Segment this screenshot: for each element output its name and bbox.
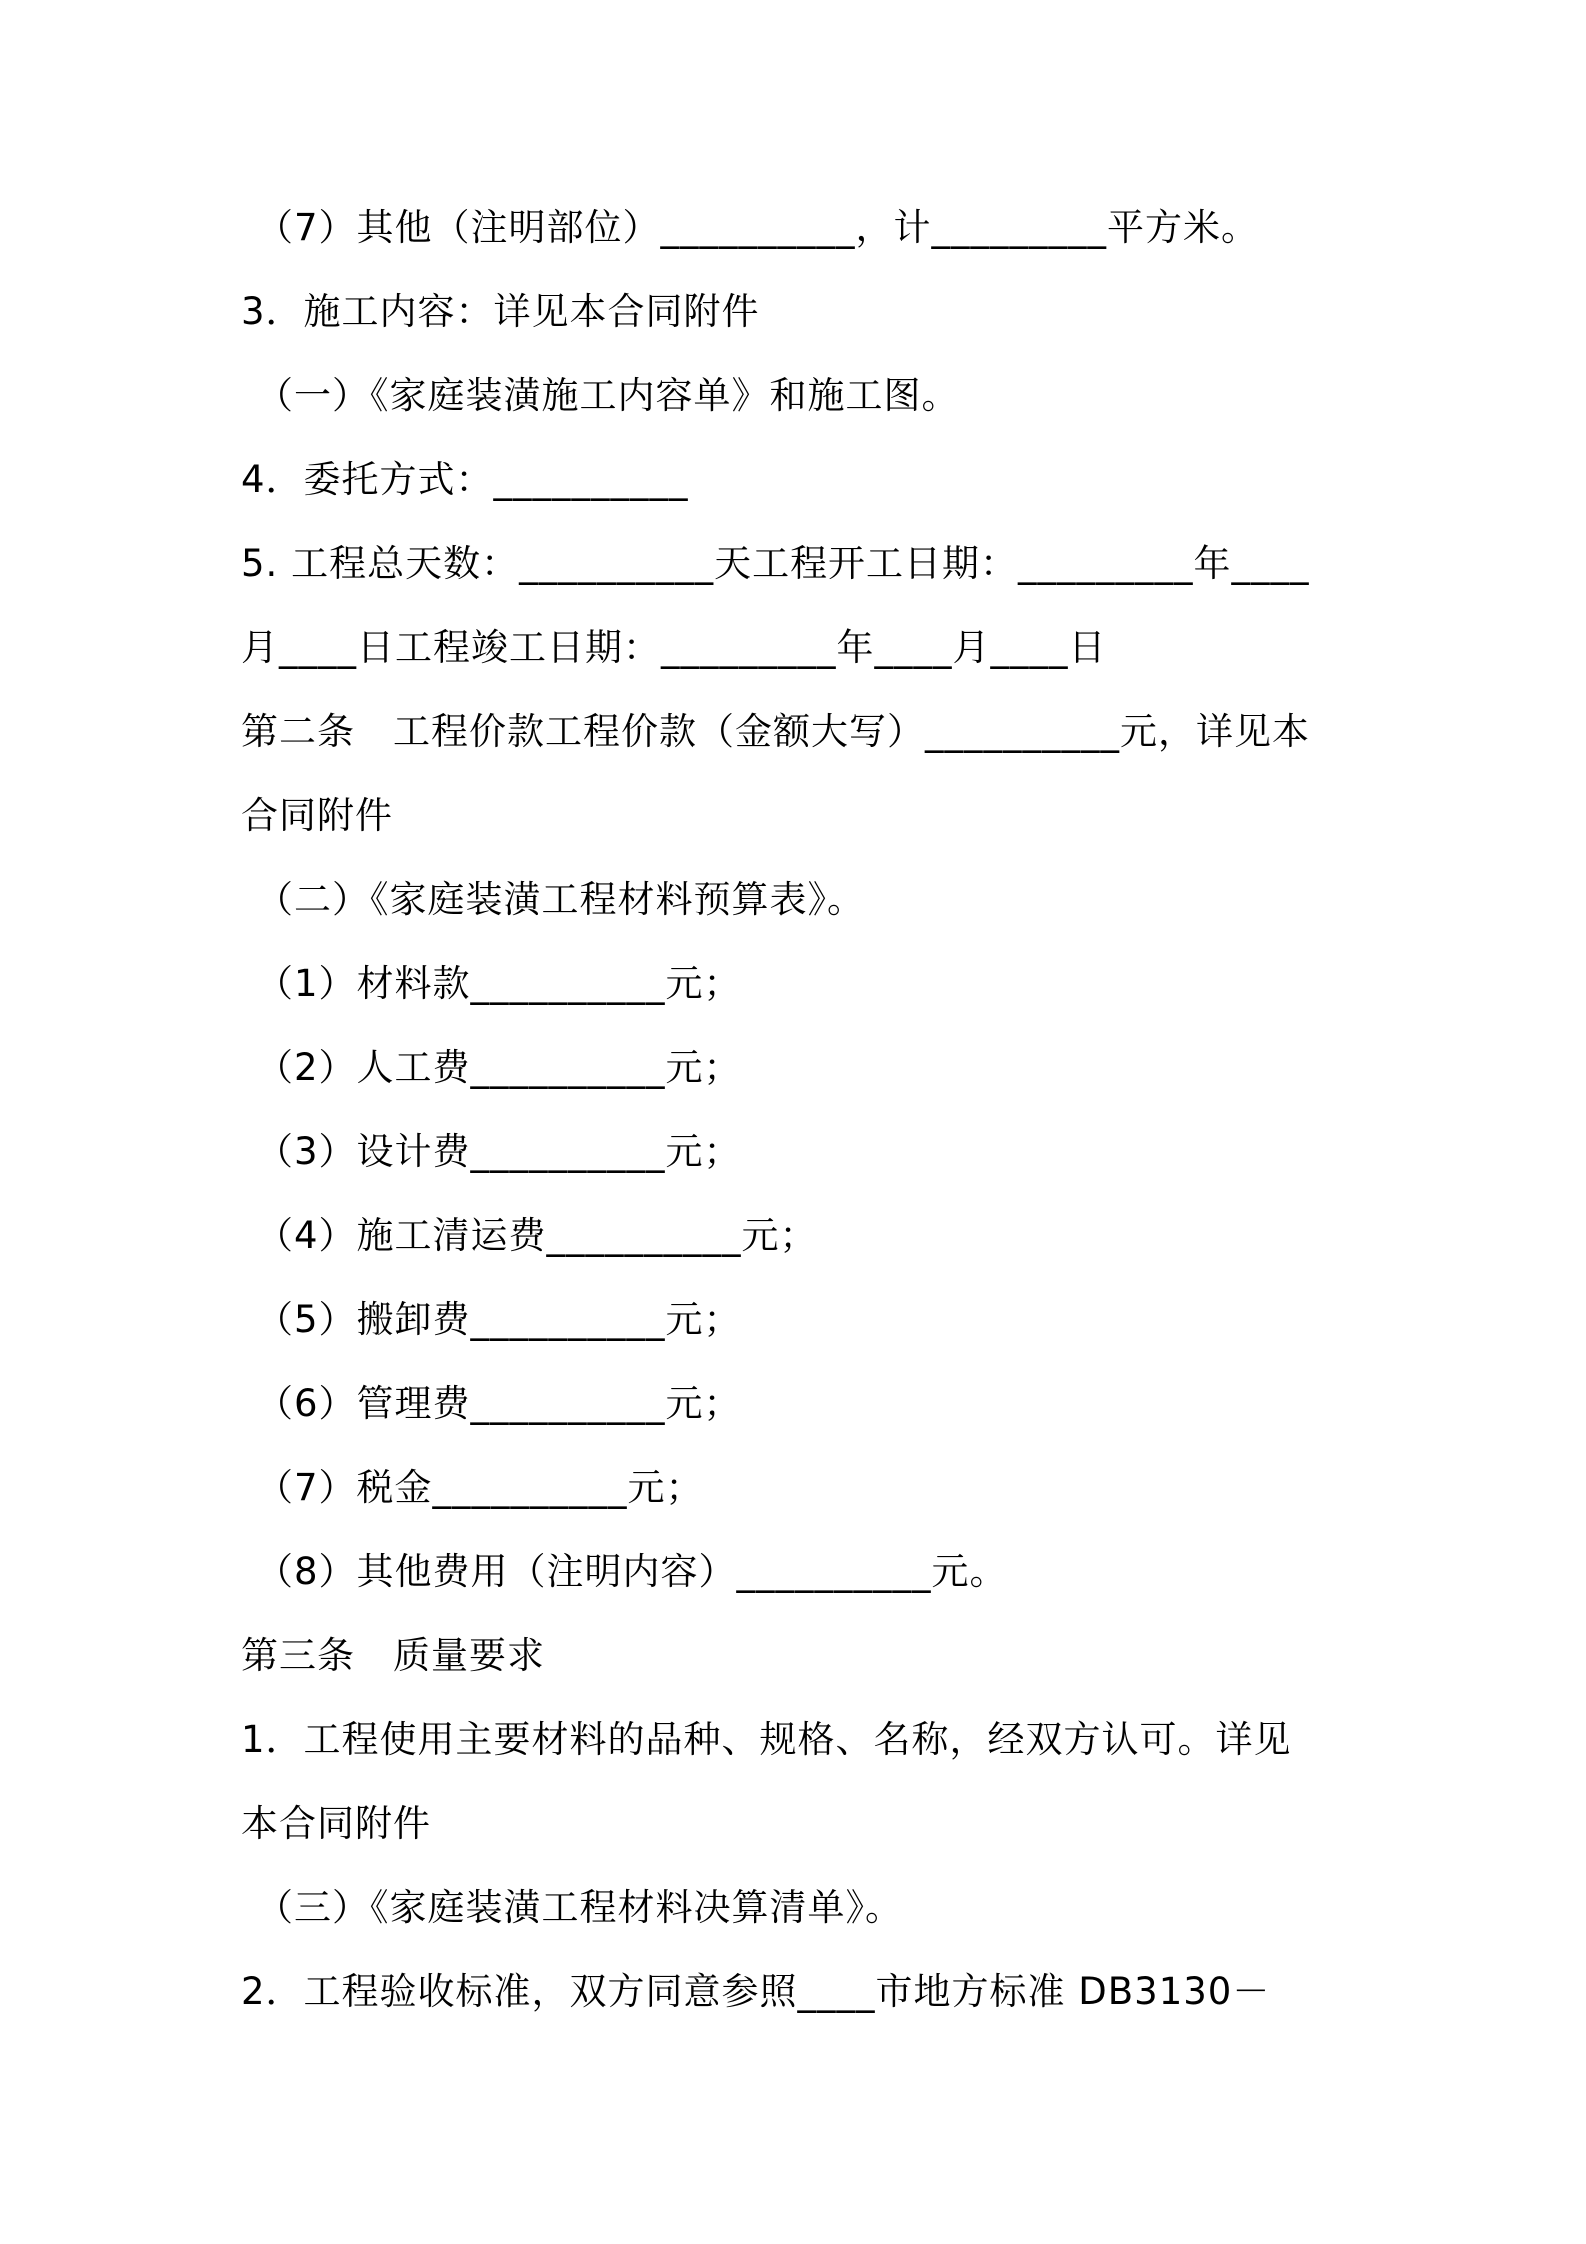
text-line: （7）其他（注明部位）__________，计_________平方米。 xyxy=(256,206,1260,249)
text-line: （5）搬卸费__________元； xyxy=(256,1298,742,1341)
text-line: （7）税金__________元； xyxy=(256,1466,704,1509)
text-line: 4．委托方式：__________ xyxy=(241,458,689,501)
text-line: 本合同附件 xyxy=(241,1802,431,1845)
text-line: 月____日工程竣工日期：_________年____月____日 xyxy=(241,626,1107,669)
text-line: （一）《家庭装潢施工内容单》和施工图。 xyxy=(256,374,960,417)
text-line: （4）施工清运费__________元； xyxy=(256,1214,818,1257)
text-line: 2．工程验收标准，双方同意参照____市地方标准 DB3130－ xyxy=(241,1970,1271,2013)
text-line: （三）《家庭装潢工程材料决算清单》。 xyxy=(256,1886,903,1929)
text-line: 1．工程使用主要材料的品种、规格、名称，经双方认可。详见 xyxy=(241,1718,1292,1761)
text-line: 3．施工内容：详见本合同附件 xyxy=(241,290,760,333)
text-line: （1）材料款__________元； xyxy=(256,962,742,1005)
text-line: 第三条 质量要求 xyxy=(241,1634,545,1677)
text-line: 合同附件 xyxy=(241,794,393,837)
text-line: （2）人工费__________元； xyxy=(256,1046,742,1089)
text-line: （二）《家庭装潢工程材料预算表》。 xyxy=(256,878,865,921)
text-line: （3）设计费__________元； xyxy=(256,1130,742,1173)
text-line: （8）其他费用（注明内容）__________元。 xyxy=(256,1550,1008,1593)
text-line: 第二条 工程价款工程价款（金额大写）__________元，详见本 xyxy=(241,710,1310,753)
text-line: 5. 工程总天数：__________天工程开工日期：_________年____ xyxy=(241,542,1310,585)
text-line: （6）管理费__________元； xyxy=(256,1382,742,1425)
